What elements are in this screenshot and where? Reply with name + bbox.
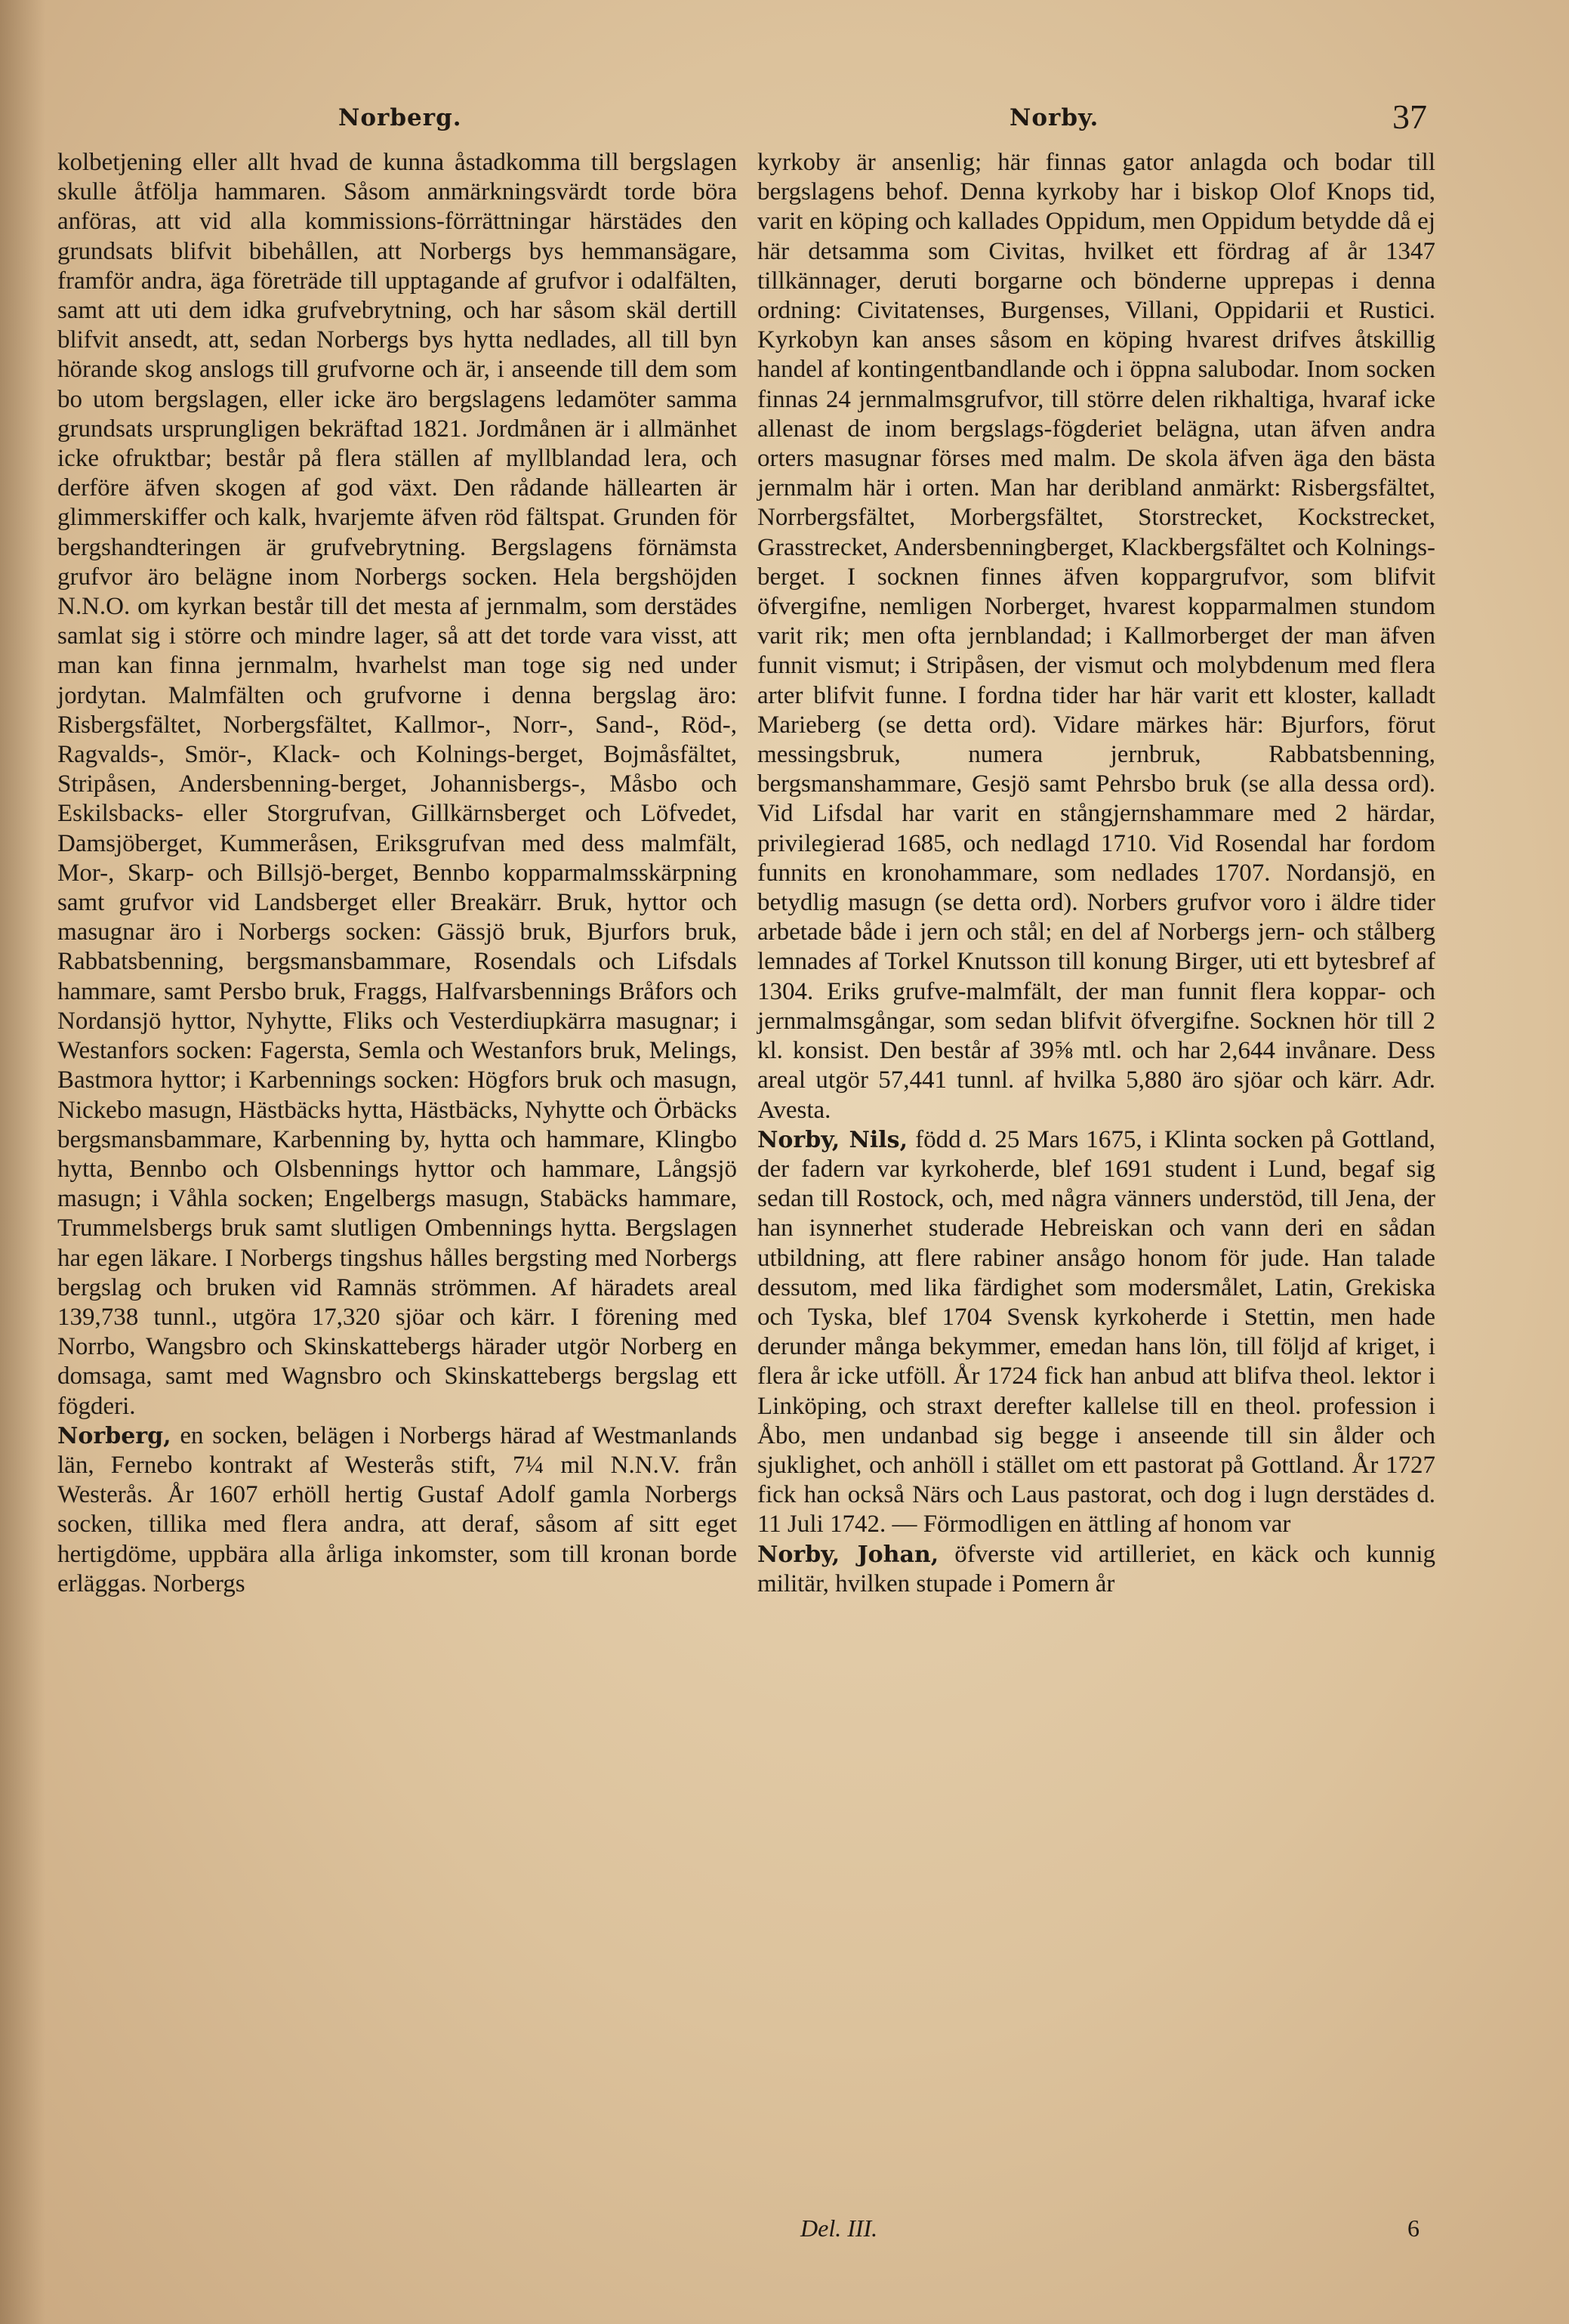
paragraph-continuation: kyrkoby är ansenlig; här finnas gator anlagda och bodar till bergslagens behof. Denna kyrkoby har i biskop Olof Knops tid, varit en köping och kallades Oppidum, men Oppidum betydde då ej här detsamma som Civitas, hvilket ett fördrag af år 1347 tillkännager, deruti borgarne och bönderne upprepas i denna ordning: Civitatenses, Burgenses, Villani, Oppidarii et Rustici. Kyrkobyn kan anses såsom en köping hvarest drifves åtskillig handel af kontingentbandlande och i öppna salubodar. Inom socken finnas 24 jernmalmsgrufvor, till större delen rikhaltiga, hvaraf icke allenast de inom bergslags-fögderiet belägna, utan äfven andra orters masugnar förses med malm. De skola äfven äga den bästa jernmalm här i orten. Man har deribland anmärkt: Risbergsfältet, Norrbergsfältet, Morbergsfältet, Storstrecket, Kockstrecket, Grasstrecket, Andersbenningberget, Klackbergsfältet och Kolnings-berget. I socknen finnes äfven koppargrufvor, som blifvit öfvergifne, nemligen Norberget, hvarest kopparmalmen stundom varit rik; men ofta jernblandad; i Kallmorberget der man äfven funnit vismut; i Stripåsen, der vismut och molybdenum med flera arter blifvit funne. I fordna tider har här varit ett kloster, kalladt Marieberg (se detta ord). Vidare märkes här: Bjurfors, förut messingsbruk, numera jernbruk, Rabbatsbenning, bergsmanshammare, Gesjö samt Pehrsbo bruk (se alla dessa ord). Vid Lifsdal har varit en stångjernshammare med 2 härdar, privilegierad 1685, och nedlagd 1710. Vid Rosendal har fordom funnits en kronohammare, som nedlades 1707. Nordansjö, en betydlig masugn (se detta ord). Norbers grufvor voro i äldre tider arbetade både i jern och stål; en del af Norbergs jern- och stålberg lemnades af Torkel Knutsson till konung Birger, uti ett bytesbref af 1304. Eriks grufve-malmfält, der man funnit flera koppar- och jernmalmsgångar, som sedan blifvit öfvergifne. Socknen hör till 2 kl. konsist. Den består af 39⅝ mtl. och har 2,644 invånare. Dess areal utgör 57,441 tunnl. af hvilka 5,880 äro sjöar och kärr. Adr. Avesta. — [757, 149, 1435, 1124]
entry-text: en socken, belägen i Norbergs härad af Westmanlands län, Fernebo kontrakt af Westerås stift, 7¼ mil N.N.V. från Westerås. År 1607 erhöll hertig Gustaf Adolf gamla Norbergs socken, tillika med flera andra, att deraf, såsom af sitt eget hertigdöme, uppbära alla årliga inkomster, som till kronan borde erläggas. Norbergs — [57, 1421, 737, 1597]
entry-headword: Norberg, — [57, 1422, 171, 1449]
entry-text: född d. 25 Mars 1675, i Klinta socken på Gottland, der fadern var kyrkoherde, blef 1691 student i Lund, begaf sig sedan till Rostock, och, med några vänners understöd, till Jena, der han isynnerhet studerade Hebreiskan och vann deri en sådan utbildning, att flere rabiner ansågo honom för jude. Han talade dessutom, med lika färdighet som modersmålet, Latin, Grekiska och Tyska, blef 1704 Svensk kyrkoherde i Stettin, men hade derunder många bekymmer, emedan hans lön, till följd af kriget, i flera år icke utföll. År 1724 fick han anbud att blifva theol. lektor i Linköping, och straxt derefter kallelse till en theol. profession i Åbo, men undanbad sig begge i anseende till sin ålder och sjuklighet, och anhöll i stället om ett pastorat på Gottland. År 1727 fick han också Närs och Laus pastorat, och dog i lugn derstädes d. 11 Juli 1742. — Förmodligen en ättling af honom var — [757, 1125, 1436, 1539]
page-number: 37 — [1392, 97, 1427, 136]
entry-norby-johan — [757, 1540, 1435, 1599]
page-edge-shadow — [0, 0, 45, 2324]
right-column — [757, 148, 1435, 1599]
entry-text: öfverste vid artilleriet, en käck och kunnig militär, hvilken stupade i Pomern år — [757, 1540, 1436, 1597]
signature-mark: Del. III. — [800, 2214, 878, 2242]
running-head-center: Norby. — [1010, 104, 1099, 131]
running-head-left: Norberg. — [338, 104, 462, 131]
left-column — [57, 148, 737, 1599]
entry-norby-nils — [757, 1125, 1435, 1540]
entry-headword: Norby, Nils, — [757, 1126, 908, 1153]
entry-norberg-socken — [57, 1421, 737, 1599]
signature-number: 6 — [1407, 2214, 1419, 2242]
paragraph-continuation: kolbetjening eller allt hvad de kunna åstadkomma till bergslagen skulle åtfölja hammaren. Såsom anmärkningsvärdt torde böra anföras, att vid alla kommissions-förrättningar härstädes den grundsats blifvit bibehållen, att Norbergs bys hemmansägare, framför andra, äga företräde till upptagande af grufvor i odalfälten, samt att uti dem idka grufvebrytning, och har såsom skäl dertill blifvit ansedt, att, sedan Norbergs bys hytta nedlades, all till byn hörande skog anslogs till grufvorne och är, i anseende till dem som bo utom bergslagen, eller icke äro bergslagens ledamöter samma grundsats ursprungligen bekräftad 1821. Jordmånen är i allmänhet icke ofruktbar; består på flera ställen af myllblandad lera, och derföre äfven skogen af god växt. Den rådande hällearten är glimmerskiffer och kalk, hvarjemte äfven röd fältspat. Grunden för bergshandteringen är grufvebrytning. Bergslagens förnämsta grufvor äro belägne inom Norbergs socken. Hela bergshöjden N.N.O. om kyrkan består till det mesta af jernmalm, som derstädes samlat sig i större och mindre lager, så att det torde vara visst, att man kan finna jernmalm, hvarhelst man toge sig ned under jordytan. Malmfälten och grufvorne i denna bergslag äro: Risbergsfältet, Norbergsfältet, Kallmor-, Norr-, Sand-, Röd-, Ragvalds-, Smör-, Klack- och Kolnings-berget, Bojmåsfältet, Stripåsen, Andersbenning-berget, Johannisbergs-, Måsbo och Eskilsbacks- eller Storgrufvan, Gillkärnsberget och Löfvedet, Damsjöberget, Kummeråsen, Eriksgrufvan med dess malmfält, Mor-, Skarp- och Billsjö-berget, Bennbo kopparmalmsskärpning samt grufvor vid Landsberget eller Breakärr. Bruk, hyttor och masugnar äro i Norbergs socken: Gässjö bruk, Bjurfors bruk, Rabbatsbenning, bergsmansbammare, Rosendals och Lifsdals hammare, samt Persbo bruk, Fraggs, Halfvarsbennings Bråfors och Nordansjö hyttor, Nyhytte, Fliks och Vesterdiupkärra masugnar; i Westanfors socken: Fagersta, Semla och Westanfors bruk, Melings, Bastmora hyttor; i Karbennings socken: Högfors bruk och masugn, Nickebo masugn, Hästbäcks hytta, Hästbäcks, Nyhytte och Örbäcks bergsmansbammare, Karbenning by, hytta och hammare, Klingbo hytta, Bennbo och Olsbennings hyttor och hammare, Långsjö masugn; i Våhla socken; Engelbergs masugn, Stabäcks hammare, Trummelsbergs bruk samt slutligen Ombennings hytta. Bergslagen har egen läkare. I Norbergs tingshus hålles bergsting med Norbergs bergslag och bruken vid Ramnäs strömmen. Af häradets areal 139,738 tunnl., utgöra 17,320 sjöar och kärr. I förening med Norrbo, Wangsbro och Skinskattebergs härader utgör Norberg en domsaga, samt med Wagnsbro och Skinskattebergs bergslag ett fögderi. — [57, 149, 737, 1420]
entry-headword: Norby, Johan, — [757, 1541, 939, 1568]
